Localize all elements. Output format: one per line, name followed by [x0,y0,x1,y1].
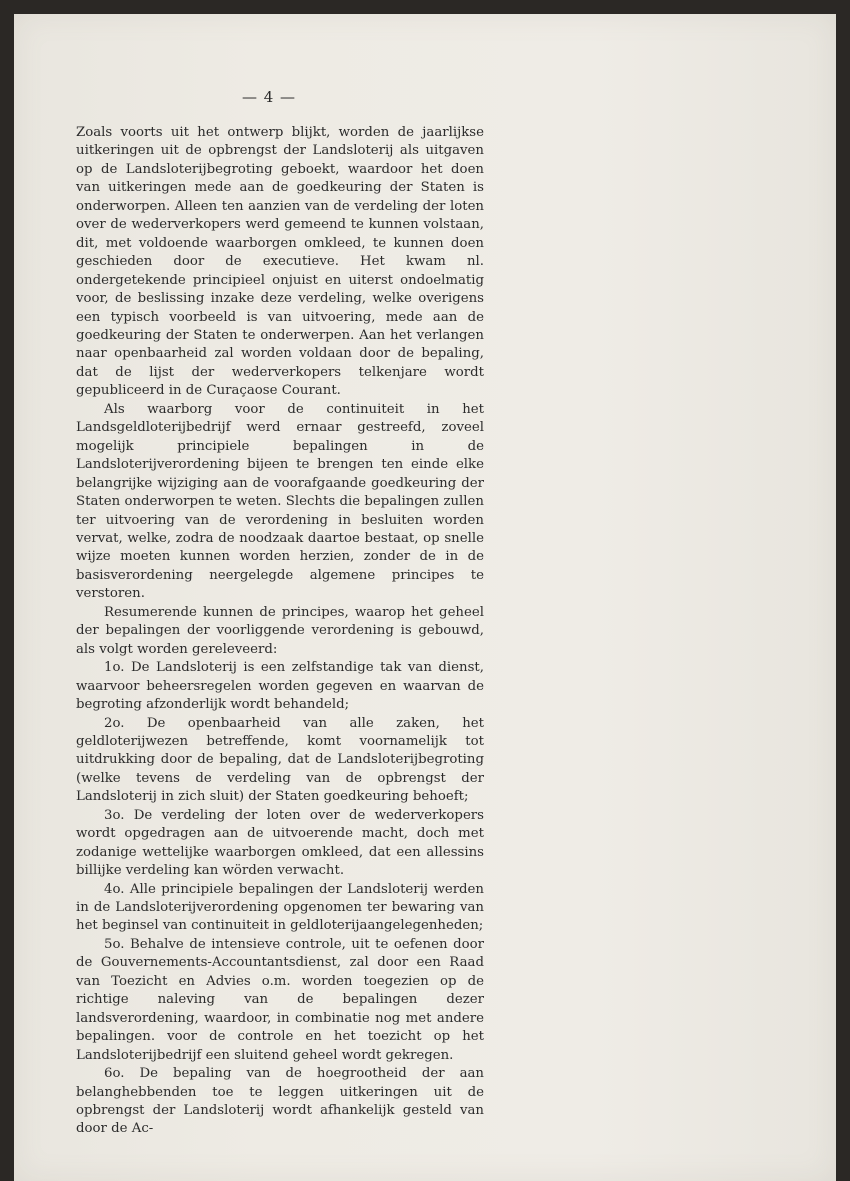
list-item-5: 5o. Behalve de intensieve controle, uit te oefenen door de Gouvernements-Accountantsdienst, zal door een Raad van Toezicht en Advies o.m. worden toegezien op de richtige naleving van de bepalingen dezer landsverordening, waardoor, in combinatie nog met andere bepalingen. voor de controle en het toezicht op het Landsloterijbedrijf een sluitend geheel wordt gekregen. [76,936,484,1063]
paragraph-1: Zoals voorts uit het ontwerp blijkt, worden de jaarlijkse uitkeringen uit de opbrengst der Landsloterij als uitgaven op de Landsloterijbegroting geboekt, waardoor het doen van uitkeringen mede aan de goedkeuring der Staten is onderworpen. Alleen ten aanzien van de verdeling der loten over de wederverkopers werd gemeend te kunnen volstaan, dit, met voldoende waarborgen omkleed, te kunnen doen geschieden door de executieve. Het kwam nl. ondergetekende principieel onjuist en uiterst ondoelmatig voor, de beslissing inzake deze verdeling, welke overigens een typisch voorbeeld is van uitvoering, mede aan de goedkeuring der Staten te onderwerpen. Aan het verlangen naar openbaarheid zal worden voldaan door de bepaling, dat de lijst der wederverkopers telkenjare wordt gepubliceerd in de Curaçaose Courant. [76,125,484,399]
body-text [76,124,484,1139]
list-item-4: 4o. Alle principiele bepalingen der Landsloterij werden in de Landsloterijverordening opgenomen ter bewaring van het beginsel van continuiteit in geldloterijaangelegenheden; [76,881,484,934]
document-page [14,14,836,1181]
page-number: — 4 — [241,88,297,106]
list-item-3: 3o. De verdeling der loten over de wederverkopers wordt opgedragen aan de uitvoerende macht, doch met zodanige wettelijke waarborgen omkleed, dat een allessins billijke verdeling kan wörden verwacht. [76,807,484,879]
list-item-6: 6o. De bepaling van de hoegrootheid der aan belanghebbenden toe te leggen uitkeringen uit de opbrengst der Landsloterij wordt afhankelijk gesteld van door de Ac- [76,1066,484,1137]
list-item-1: 1o. De Landsloterij is een zelfstandige tak van dienst, waarvoor beheersregelen worden gegeven en waarvan de begroting afzonderlijk wordt behandeld; [76,660,484,713]
paragraph-3: Resumerende kunnen de principes, waarop het geheel der bepalingen der voorliggende verordening is gebouwd, als volgt worden gereleveerd: [76,604,484,657]
list-item-2: 2o. De openbaarheid van alle zaken, het geldloterijwezen betreffende, komt voornamelijk tot uitdrukking door de bepaling, dat de Landsloterijbegroting (welke tevens de verdeling van de opbrengst der Landsloterij in zich sluit) der Staten goedkeuring behoeft; [76,715,484,805]
paragraph-2: Als waarborg voor de continuiteit in het Landsgeldloterijbedrijf werd ernaar gestreefd, zoveel mogelijk principiele bepalingen in de Landsloterijverordening bijeen te brengen ten einde elke belangrijke wijziging aan de voorafgaande goedkeuring der Staten onderworpen te weten. Slechts die bepalingen zullen ter uitvoering van de verordening in besluiten worden vervat, welke, zodra de noodzaak daartoe bestaat, op snelle wijze moeten kunnen worden herzien, zonder de in de basisverordening neergelegde algemene principes te verstoren. [76,401,484,602]
